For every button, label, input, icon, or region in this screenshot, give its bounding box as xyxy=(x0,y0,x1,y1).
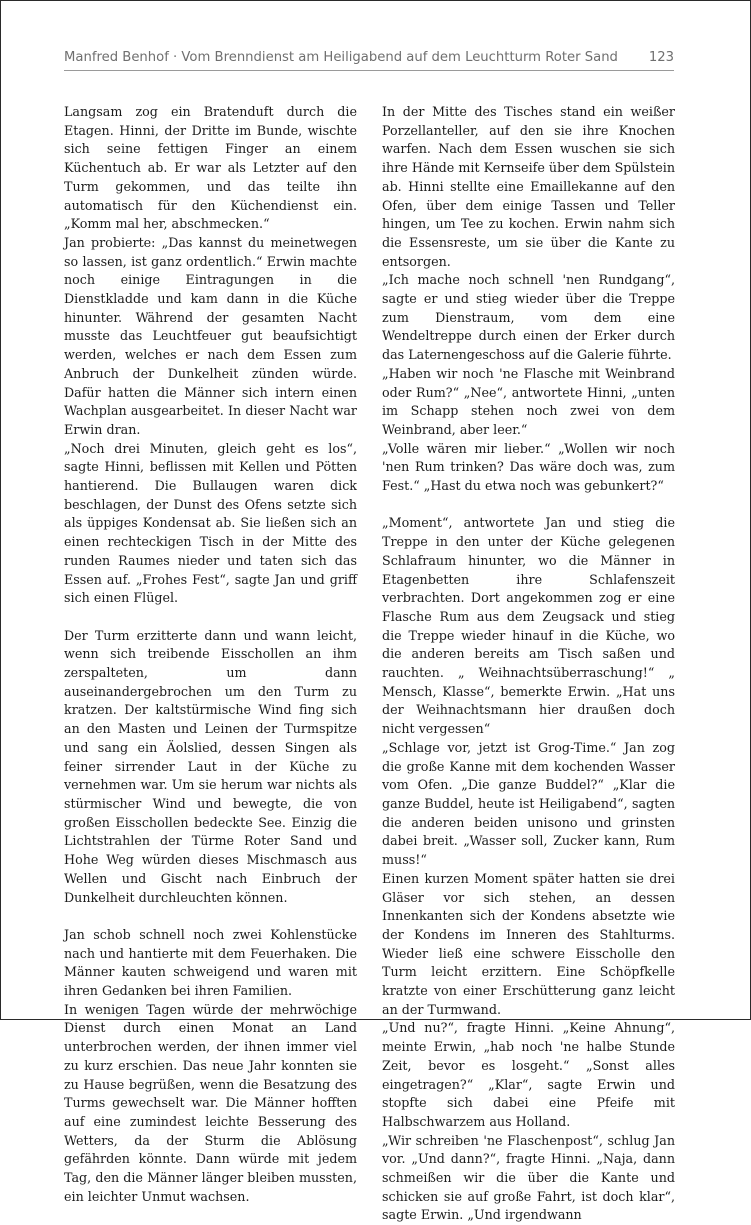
paragraph: Jan schob schnell noch zwei Kohlenstücke nach und hantierte mit dem Feuerhaken. Die Männer kauten schweigend und waren mit ihren Gedanken bei ihren Familien. xyxy=(64,926,357,999)
paragraph: „Haben wir noch 'ne Flasche mit Weinbrand oder Rum?“ „Nee“, antwortete Hinni, „unten im Schapp stehen noch zwei von dem Weinbrand, aber leer.“ xyxy=(382,365,675,437)
running-head xyxy=(64,50,674,65)
left-column xyxy=(64,103,357,1206)
paragraph: Jan probierte: „Das kannst du meinetwegen so lassen, ist ganz ordentlich.“ Erwin machte noch einige Eintragungen in die Dienstkladde und kam dann in die Küche hinunter. Während der gesamten Nacht musste das Leuchtfeuer gut beaufsichtigt werden, welches er nach dem Essen zum Anbruch der Dunkelheit zünden würde. Dafür hatten die Männer sich intern einen Wachplan ausgearbeitet. In dieser Nacht war Erwin dran. xyxy=(64,234,357,437)
right-column xyxy=(382,103,675,1225)
paragraph: „Schlage vor, jetzt ist Grog-Time.“ Jan zog die große Kanne mit dem kochenden Wasser vom Ofen. „Die ganze Buddel?“ „Klar die ganze Buddel, heute ist Heiligabend“, sagten die anderen beiden unisono und grinsten dabei breit. „Wasser soll, Zucker kann, Rum muss!“ xyxy=(382,739,675,868)
paragraph: „Und nu?“, fragte Hinni. „Keine Ahnung“, meinte Erwin, „hab noch 'ne halbe Stunde Zeit, bevor es losgeht.“ „Sonst alles eingetragen?“ „Klar“, sagte Erwin und stopfte sich dabei eine Pfeife mit Halbschwarzem aus Holland. xyxy=(382,1020,675,1129)
paragraph: „Moment“, antwortete Jan und stieg die Treppe in den unter der Küche gelegenen Schlafraum hinunter, wo die Männer in Etagenbetten ihre Schlafenszeit verbrachten. Dort angekommen zog er eine Flasche Rum aus dem Zeugsack und stieg die Treppe wieder hinauf in die Küche, wo die anderen bereits am Tisch saßen und rauchten. „ Weihnachtsüberraschung!“ „ Mensch, Klasse“, bemerkte Erwin. „Hat uns der Weihnachtsmann hier draußen doch nicht vergessen“ xyxy=(382,515,675,737)
header-rule xyxy=(64,70,674,71)
page-number: 123 xyxy=(648,50,674,65)
paragraph: „Wir schreiben 'ne Flaschenpost“, schlug Jan vor. „Und dann?“, fragte Hinni. „Naja, dann schmeißen wir die über die Kante und schicken sie auf große Fahrt, ist doch klar“, sagte Erwin. „Und irgendwann xyxy=(382,1132,675,1223)
running-title: Manfred Benhof · Vom Brenndienst am Heiligabend auf dem Leuchtturm Roter Sand xyxy=(64,50,618,65)
paragraph: Langsam zog ein Bratenduft durch die Etagen. Hinni, der Dritte im Bunde, wischte sich seine fettigen Finger an einem Küchentuch ab. Er war als Letzter auf den Turm gekommen, und das teilte ihn automatisch für den Küchendienst ein. „Komm mal her, abschmecken.“ xyxy=(64,104,357,232)
paragraph: „Volle wären mir lieber.“ „Wollen wir noch 'nen Rum trinken? Das wäre doch was, zum Fest.“ „Hast du etwa noch was gebunkert?“ xyxy=(382,440,675,494)
paragraph: „Ich mache noch schnell 'nen Rundgang“, sagte er und stieg wieder über die Treppe zum Dienstraum, vom dem eine Wendeltreppe durch einen der Erker durch das Laternengeschoss auf die Galerie führte. xyxy=(382,272,675,363)
paragraph: Einen kurzen Moment später hatten sie drei Gläser vor sich stehen, an dessen Innenkanten sich der Kondens absetzte wie der Kondens im Inneren des Stahlturms. Wieder ließ eine schwere Eisscholle den Turm leicht erzittern. Eine Schöpfkelle kratzte von einer Erschütterung ganz leicht an der Turmwand. xyxy=(382,870,675,1017)
paragraph: „Noch drei Minuten, gleich geht es los“, sagte Hinni, beflissen mit Kellen und Pötten hantierend. Die Bullaugen waren dick beschlagen, der Dunst des Ofens setzte sich als üppiges Kondensat ab. Sie ließen sich an einen rechteckigen Tisch in der Mitte des runden Raumes nieder und taten sich das Essen auf. „Frohes Fest“, sagte Jan und griff sich einen Flügel. xyxy=(64,440,357,606)
paragraph: Der Turm erzitterte dann und wann leicht, wenn sich treibende Eisschollen an ihm zerspalteten, um dann auseinandergebrochen um den Turm zu kratzen. Der kaltstürmische Wind fing sich an den Masten und Leinen der Turmspitze und sang ein Äolslied, dessen Singen als feiner sirrender Laut in der Küche zu vernehmen war. Um sie herum war nichts als stürmischer Wind und bewegte, die von großen Eisschollen bedeckte See. Einzig die Lichtstrahlen der Türme Roter Sand und Hohe Weg würden dieses Mischmasch aus Wellen und Gischt nach Einbruch der Dunkelheit durchleuchten können. xyxy=(64,627,357,905)
paragraph: In wenigen Tagen würde der mehrwöchige Dienst durch einen Monat an Land unterbrochen werden, der ihnen immer viel zu kurz erschien. Das neue Jahr konnten sie zu Hause begrüßen, wenn die Besatzung des Turms gewechselt war. Die Männer hofften auf eine zumindest leichte Besserung des Wetters, da der Sturm die Ablösung gefährden könnte. Dann würde mit jedem Tag, den die Männer länger bleiben mussten, ein leichter Unmut wachsen. xyxy=(64,1001,357,1204)
paragraph: In der Mitte des Tisches stand ein weißer Porzellanteller, auf den sie ihre Knochen warfen. Nach dem Essen wuschen sie sich ihre Hände mit Kernseife über dem Spülstein ab. Hinni stellte eine Emaillekanne auf den Ofen, über dem einige Tassen und Teller hingen, um Tee zu kochen. Erwin nahm sich die Essensreste, um sie über die Kante zu entsorgen. xyxy=(382,104,675,269)
